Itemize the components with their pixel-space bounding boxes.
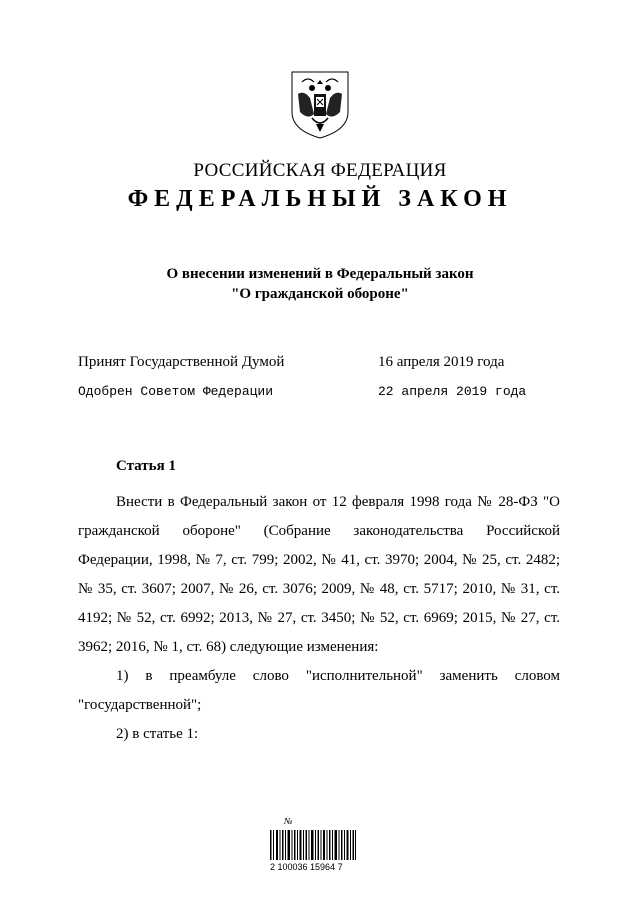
council-approval-date: 22 апреля 2019 года	[378, 384, 527, 399]
duma-adoption-label: Принят Государственной Думой	[78, 354, 285, 370]
article-item-2: 2) в статье 1:	[116, 726, 199, 742]
duma-adoption-date: 16 апреля 2019 года	[378, 354, 505, 370]
document-type: ФЕДЕРАЛЬНЫЙ ЗАКОН	[127, 186, 513, 212]
country-name: РОССИЙСКАЯ ФЕДЕРАЦИЯ	[193, 160, 447, 181]
article-item-1: 1) в преамбуле слово "исполнительной" заменить словом "государственной";	[78, 668, 560, 713]
article-body	[78, 488, 560, 749]
council-approval-label: Одобрен Советом Федерации	[78, 384, 274, 399]
registration-mark: №	[284, 816, 293, 826]
barcode-number: 2 100036 15964 7	[270, 862, 343, 872]
barcode	[270, 816, 380, 876]
article-paragraph: Внести в Федеральный закон от 12 февраля 1998 года № 28-ФЗ "О гражданской обороне" (Собрание законодательства Российской Федерации, 1998, № 7, ст. 799; 2002, № 41, ст. 3970; 2004, № 25, ст. 2482; № 35, ст. 3607; 2007, № 26, ст. 3076; 2009, № 48, ст. 5717; 2010, № 31, ст. 4192; № 52, ст. 6992; 2013, № 27, ст. 3450; № 52, ст. 6969; 2015, № 27, ст. 3962; 2016, № 1, ст. 68) следующие изменения:	[78, 494, 560, 655]
law-title-line-2: "О гражданской обороне"	[231, 286, 409, 302]
barcode-bars	[270, 830, 356, 860]
coat-of-arms-emblem	[288, 68, 352, 142]
law-title-line-1: О внесении изменений в Федеральный закон	[166, 266, 474, 282]
article-heading: Статья 1	[116, 458, 176, 474]
law-title	[0, 264, 640, 304]
